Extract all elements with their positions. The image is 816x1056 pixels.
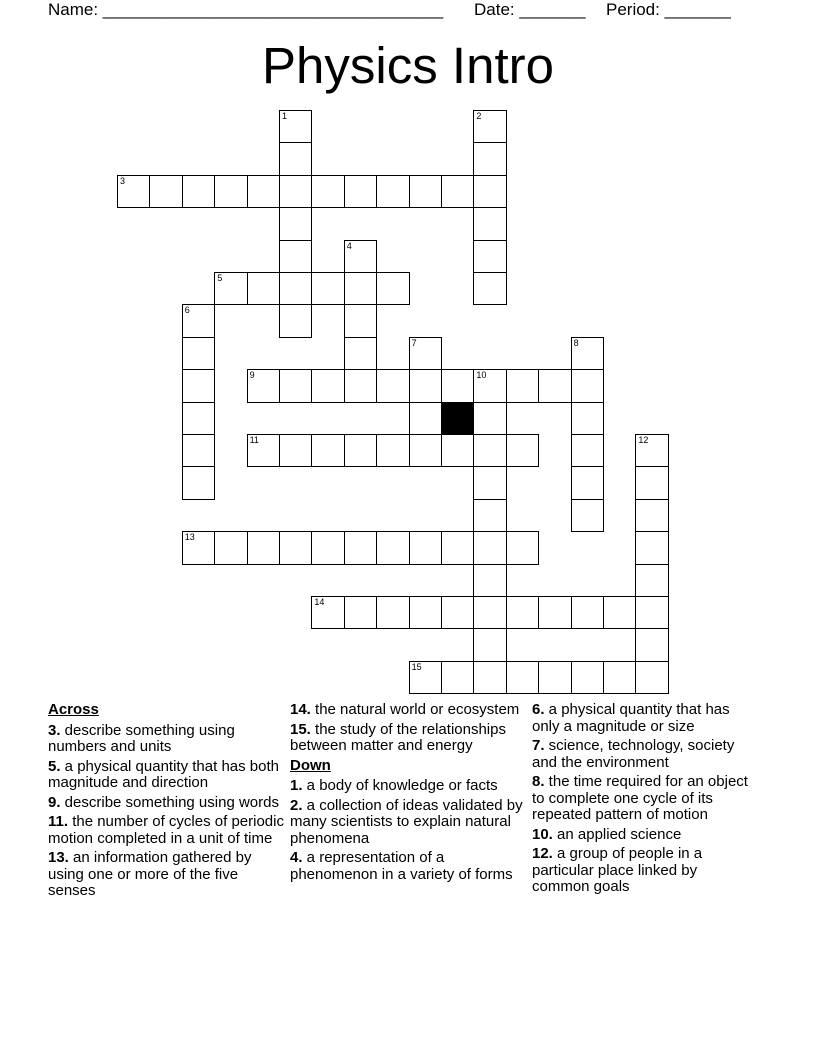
crossword-cell[interactable] [571, 369, 604, 402]
clue-item [532, 846, 752, 896]
clue-number: 14. [290, 701, 311, 718]
clue-item [48, 850, 284, 900]
crossword-cell[interactable] [538, 369, 571, 402]
crossword-cell[interactable] [409, 337, 442, 370]
crossword-cell[interactable] [571, 337, 604, 370]
crossword-cell[interactable] [214, 531, 247, 564]
clue-text: an information gathered by using one or more of the five senses [48, 849, 252, 899]
clue-item [290, 722, 526, 755]
crossword-cell[interactable] [247, 531, 280, 564]
crossword-cell[interactable] [441, 661, 474, 694]
clue-item [532, 702, 752, 735]
crossword-cell[interactable] [182, 531, 215, 564]
clue-text: describe something using words [60, 793, 279, 811]
clue-number: 5 [217, 273, 223, 283]
crossword-cell[interactable] [473, 142, 506, 175]
clue-item [532, 827, 752, 844]
down-header: Down [290, 756, 331, 774]
crossword-cell[interactable] [344, 304, 377, 337]
crossword-cell[interactable] [344, 434, 377, 467]
crossword-cell[interactable] [635, 434, 668, 467]
crossword-cell[interactable] [538, 596, 571, 629]
clue-item [48, 723, 284, 756]
clue-text: a collection of ideas validated by many scientists to explain natural phenomena [290, 796, 523, 847]
crossword-cell[interactable] [473, 110, 506, 143]
clue-item [532, 774, 752, 824]
crossword-cell[interactable] [376, 531, 409, 564]
crossword-cell[interactable] [409, 402, 442, 435]
clue-number: 5. [48, 757, 61, 775]
crossword-cell[interactable] [279, 240, 312, 273]
crossword-cell[interactable] [149, 175, 182, 208]
crossword-cell[interactable] [344, 337, 377, 370]
clue-number: 8. [532, 773, 545, 790]
clue-item [532, 738, 752, 771]
crossword-cell[interactable] [571, 596, 604, 629]
crossword-cell[interactable] [635, 531, 668, 564]
crossword-cell[interactable] [441, 175, 474, 208]
clue-number: 15. [290, 720, 311, 738]
page-title: Physics Intro [262, 37, 554, 94]
crossword-cell[interactable] [311, 596, 344, 629]
crossword-cell[interactable] [344, 596, 377, 629]
crossword-cell[interactable] [376, 175, 409, 208]
crossword-cell[interactable] [344, 369, 377, 402]
crossword-cell[interactable] [473, 175, 506, 208]
clue-number: 3. [48, 721, 61, 739]
crossword-cell[interactable] [376, 596, 409, 629]
crossword-cell[interactable] [311, 434, 344, 467]
crossword-cell[interactable] [603, 661, 636, 694]
clue-number: 3 [120, 175, 126, 186]
crossword-cell[interactable] [635, 596, 668, 629]
crossword-cell[interactable] [344, 272, 377, 305]
clue-item [290, 778, 526, 795]
clue-text: the natural world or ecosystem [310, 701, 520, 718]
clue-item [48, 795, 284, 812]
crossword-cell[interactable] [279, 531, 312, 564]
clues-column-1 [48, 702, 284, 903]
clue-number: 7 [411, 337, 417, 348]
crossword-cell[interactable] [635, 628, 668, 661]
clue-text: a body of knowledge or facts [302, 777, 498, 794]
crossword-cell[interactable] [247, 434, 280, 467]
crossword-cell[interactable] [344, 175, 377, 208]
crossword-cell[interactable] [247, 369, 280, 402]
crossword-cell[interactable] [506, 661, 539, 694]
clue-number: 9. [48, 793, 61, 811]
crossword-cell[interactable] [279, 272, 312, 305]
crossword-cell[interactable] [441, 596, 474, 629]
clue-item [290, 702, 526, 719]
clue-number: 6. [532, 701, 545, 718]
crossword-cell[interactable] [473, 564, 506, 597]
crossword-cell[interactable] [279, 434, 312, 467]
crossword-cell[interactable] [182, 175, 215, 208]
clue-number: 1 [282, 111, 288, 121]
clue-number: 2. [290, 796, 303, 814]
clue-number: 4. [290, 849, 303, 866]
name-field-label: Name: ____________________________________ [48, 0, 444, 19]
clue-number: 6 [184, 305, 190, 316]
crossword-cell[interactable] [409, 369, 442, 402]
crossword-cell[interactable] [214, 175, 247, 208]
crossword-cell[interactable] [344, 240, 377, 273]
clue-number: 12. [532, 845, 553, 862]
crossword-cell[interactable] [182, 304, 215, 337]
crossword-cell[interactable] [344, 531, 377, 564]
crossword-cell[interactable] [182, 402, 215, 435]
crossword-cell[interactable] [182, 434, 215, 467]
crossword-cell[interactable] [571, 661, 604, 694]
crossword-cell[interactable] [311, 531, 344, 564]
crossword-cell[interactable] [376, 369, 409, 402]
clues-column-2 [290, 702, 526, 886]
clue-text: the time required for an object to complete one cycle of its repeated pattern of motion [532, 773, 748, 823]
crossword-cell[interactable] [473, 531, 506, 564]
crossword-cell[interactable] [311, 175, 344, 208]
crossword-cell[interactable] [506, 369, 539, 402]
clue-number: 1. [290, 777, 303, 794]
crossword-cell[interactable] [279, 369, 312, 402]
crossword-cell[interactable] [635, 499, 668, 532]
crossword-cell[interactable] [182, 337, 215, 370]
clue-text: a physical quantity that has both magnitude and direction [48, 757, 279, 791]
crossword-cell[interactable] [506, 434, 539, 467]
crossword-cell[interactable] [473, 272, 506, 305]
crossword-cell[interactable] [538, 661, 571, 694]
crossword-cell[interactable] [182, 466, 215, 499]
clue-text: science, technology, society and the environment [532, 737, 735, 771]
clue-number: 12 [638, 435, 649, 445]
crossword-cell[interactable] [441, 369, 474, 402]
crossword-cell[interactable] [117, 175, 150, 208]
crossword-cell[interactable] [247, 272, 280, 305]
crossword-cell[interactable] [571, 466, 604, 499]
clue-number: 4 [346, 240, 352, 251]
clue-number: 10 [476, 370, 487, 381]
crossword-cell[interactable] [279, 142, 312, 175]
crossword-cell[interactable] [473, 369, 506, 402]
crossword-cell[interactable] [635, 466, 668, 499]
clue-number: 2 [476, 111, 482, 121]
clue-text: a representation of a phenomenon in a variety of forms [290, 849, 513, 883]
crossword-cell[interactable] [279, 175, 312, 208]
crossword-cell[interactable] [473, 402, 506, 435]
crossword-cell[interactable] [506, 531, 539, 564]
crossword-cell[interactable] [247, 175, 280, 208]
clue-number: 8 [573, 337, 579, 348]
crossword-cell[interactable] [441, 434, 474, 467]
crossword-cell[interactable] [473, 434, 506, 467]
clue-number: 13 [184, 532, 195, 543]
crossword-cell[interactable] [635, 661, 668, 694]
crossword-cell[interactable] [506, 596, 539, 629]
crossword-cell[interactable] [473, 596, 506, 629]
across-header: Across [48, 701, 99, 718]
crossword-cell[interactable] [473, 207, 506, 240]
clue-number: 15 [411, 661, 422, 672]
crossword-cell[interactable] [473, 466, 506, 499]
crossword-cell[interactable] [376, 434, 409, 467]
clue-item [48, 814, 284, 847]
crossword-cell[interactable] [182, 369, 215, 402]
crossword-cell[interactable] [473, 240, 506, 273]
crossword-cell[interactable] [311, 369, 344, 402]
crossword-cell[interactable] [473, 661, 506, 694]
crossword-cell[interactable] [376, 272, 409, 305]
crossword-cell[interactable] [571, 402, 604, 435]
clue-item [290, 798, 526, 848]
clue-number: 14 [314, 597, 325, 607]
black-cell [441, 402, 474, 435]
clue-number: 9 [249, 370, 255, 381]
crossword-cell[interactable] [409, 596, 442, 629]
clue-number: 7. [532, 737, 545, 754]
crossword-cell[interactable] [214, 272, 247, 305]
clue-text: a group of people in a particular place linked by common goals [532, 845, 703, 895]
crossword-cell[interactable] [409, 175, 442, 208]
crossword-cell[interactable] [279, 207, 312, 240]
clue-text: an applied science [552, 825, 682, 843]
crossword-cell[interactable] [603, 596, 636, 629]
clue-text: the study of the relationships between matter and energy [290, 720, 506, 754]
crossword-cell[interactable] [409, 434, 442, 467]
clue-text: the number of cycles of periodic motion completed in a unit of time [48, 813, 284, 847]
crossword-cell[interactable] [571, 499, 604, 532]
clue-number: 13. [48, 849, 69, 866]
clue-number: 11 [249, 435, 259, 445]
crossword-cell[interactable] [635, 564, 668, 597]
crossword-cell[interactable] [311, 272, 344, 305]
crossword-cell[interactable] [441, 531, 474, 564]
crossword-cell[interactable] [409, 531, 442, 564]
crossword-cell[interactable] [279, 110, 312, 143]
crossword-cell[interactable] [409, 661, 442, 694]
crossword-cell[interactable] [279, 304, 312, 337]
period-field-label: Period: _______ [606, 0, 731, 19]
crossword-cell[interactable] [473, 499, 506, 532]
clues-column-3 [532, 702, 752, 899]
clue-text: a physical quantity that has only a magnitude or size [532, 701, 730, 735]
clue-text: describe something using numbers and units [48, 721, 235, 755]
clue-item [290, 850, 526, 883]
clue-item [48, 759, 284, 792]
crossword-cell[interactable] [571, 434, 604, 467]
clue-number: 11. [48, 813, 69, 830]
clue-number: 10. [532, 825, 553, 843]
date-field-label: Date: _______ [474, 0, 586, 19]
crossword-cell[interactable] [473, 628, 506, 661]
